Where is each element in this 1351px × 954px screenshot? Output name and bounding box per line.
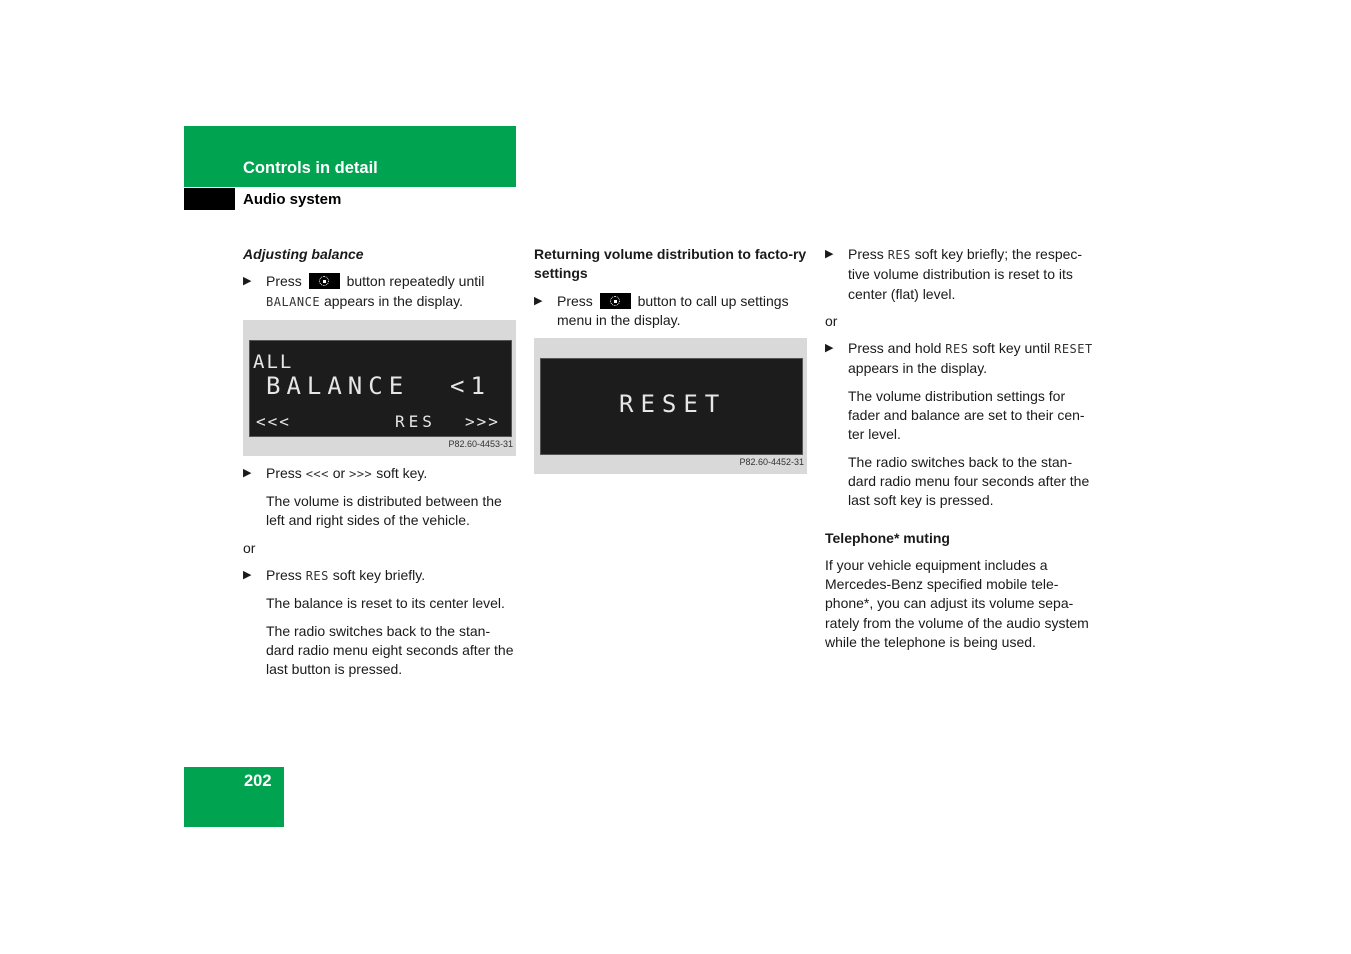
subsection-title: Audio system [243,191,342,208]
bullet-triangle-icon: ▶ [534,294,543,307]
navigation-button-icon [600,293,631,309]
bullet-triangle-icon: ▶ [243,569,252,582]
display-text-res: RES [945,342,969,357]
column-reset [534,245,809,482]
step-press-button: ▶ Press button repeatedly until BALANCE appears in the display. [243,273,485,309]
section-title: Controls in detail [243,159,378,177]
heading-adjusting-balance: Adjusting balance [243,246,364,262]
result-text: The radio switches back to the stan-dard radio menu eight seconds after the last button is pressed. [266,622,514,678]
reset-display-figure [534,338,807,474]
bullet-triangle-icon: ▶ [825,342,834,355]
heading-telephone-muting: Telephone* muting [825,529,950,546]
column-balance [243,245,518,688]
or-text: or [243,539,256,556]
result-text: The radio switches back to the stan-dard radio menu four seconds after the last soft key is pressed. [848,453,1090,509]
figure-reference: P82.60-4452-31 [739,456,804,467]
balance-display-figure [243,320,516,456]
display-text-balance: BALANCE [266,294,321,309]
heading-returning-volume: Returning volume distribution to facto-ry settings [534,246,807,282]
bullet-triangle-icon: ▶ [243,275,252,288]
step-press-res: ▶ Press RES soft key briefly; the respec-tive volume distribution is reset to its center (flat) level. [825,246,1083,302]
result-text: The balance is reset to its center level. [266,595,505,612]
lcd-line-all: ALL [253,350,294,373]
column-steps [825,245,1100,660]
step-press-res: ▶ Press RES soft key briefly. [243,566,518,586]
display-text-res: RES [305,569,329,584]
navigation-button-icon [309,273,340,289]
display-text-res: RES [887,248,911,262]
result-text: The volume is distributed between the left and right sides of the vehicle. [266,493,502,529]
display-text-reset: RESET [1054,342,1093,357]
bullet-triangle-icon: ▶ [825,248,834,260]
lcd-softkey-left: <<< [256,411,291,431]
subsection-marker [184,188,235,210]
figure-reference: P82.60-4453-31 [448,438,513,449]
display-text-left-arrows: <<< [305,466,329,481]
page-number: 202 [244,772,272,790]
step-press-button: ▶ Press button to call up settings menu in the display. [534,292,789,328]
result-text: The volume distribution settings for fader and balance are set to their cen-ter level. [848,387,1085,443]
lcd-screen [249,340,512,437]
display-text-right-arrows: >>> [349,466,373,481]
lcd-screen [540,358,803,455]
lcd-softkey-res: RES [395,411,436,431]
or-text: or [825,312,838,329]
lcd-line-reset: RESET [619,390,727,419]
lcd-softkey-right: >>> [465,411,500,431]
bullet-triangle-icon: ▶ [243,466,252,479]
step-press-hold-res: ▶ Press and hold RES soft key until RESET appears in the display. [825,340,1093,377]
telephone-text: If your vehicle equipment includes a Mercedes-Benz specified mobile tele-phone*, you can adjust its volume sepa-rately from the volume of the audio system while the telephone is being used. [825,556,1089,651]
lcd-line-balance: BALANCE <1 [266,371,491,400]
step-press-softkey: ▶ Press <<< or >>> soft key. [243,464,518,484]
